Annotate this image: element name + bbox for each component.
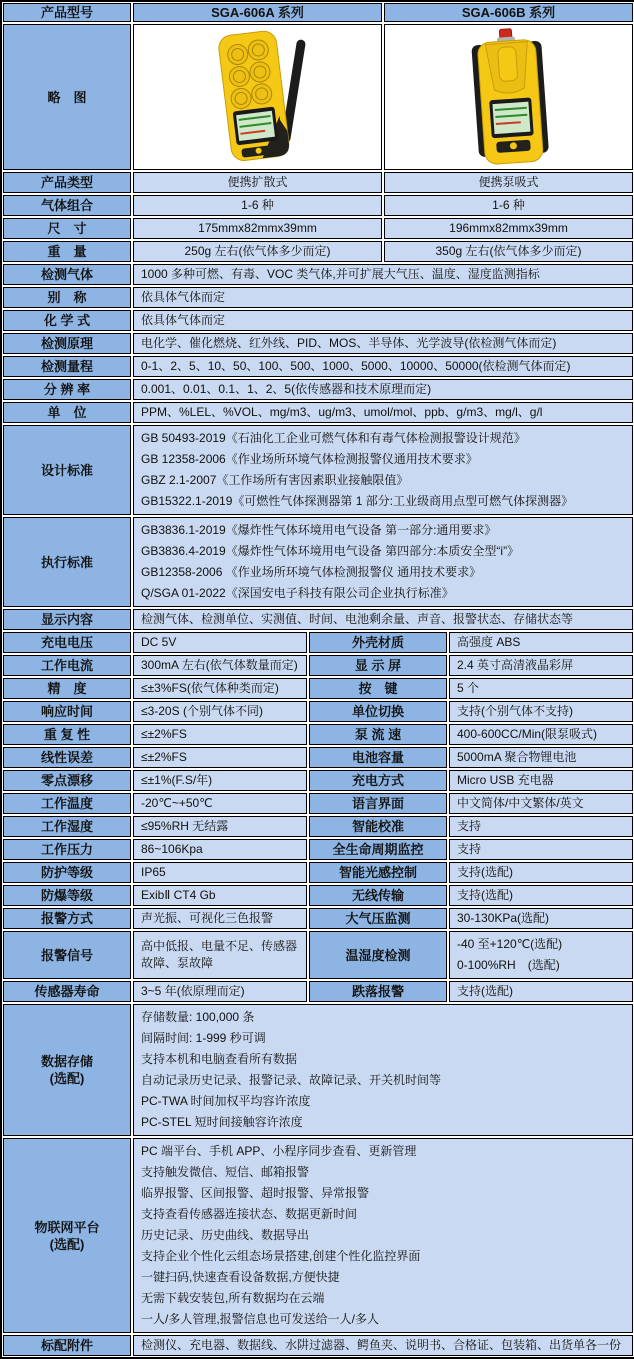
header-product-model: 产品型号 <box>3 3 131 22</box>
spec-label: 充电方式 <box>309 770 447 791</box>
table-row <box>3 264 633 285</box>
feature-line: 一人/多人管理,报警信息也可发送给一人/多人 <box>141 1312 380 1326</box>
spec-value: 支持 <box>449 816 633 837</box>
feature-line: PC 端平台、手机 APP、小程序同步查看、更新管理 <box>141 1144 417 1158</box>
spec-value-multiline <box>133 517 633 607</box>
table-row <box>3 655 633 676</box>
spec-value: IP65 <box>133 862 307 883</box>
spec-value: 检测仪、充电器、数据线、水阱过滤器、鳄鱼夹、说明书、合格证、包装箱、出货单各一份 <box>133 1335 633 1356</box>
spec-label <box>3 1004 131 1136</box>
spec-value-multiline <box>133 425 633 515</box>
spec-label: 执行标准 <box>3 517 131 607</box>
spec-label: 精 度 <box>3 678 131 699</box>
data-storage-row <box>3 1004 633 1136</box>
value-line: 0-100%RH (选配) <box>457 958 560 972</box>
header-series-a: SGA-606A 系列 <box>133 3 382 22</box>
spec-label <box>3 1138 131 1333</box>
spec-value: PPM、%LEL、%VOL、mg/m3、ug/m3、umol/mol、ppb、g/m3、mg/l、g/l <box>133 402 633 423</box>
product-image-sga-606a <box>133 24 382 170</box>
table-row <box>3 839 633 860</box>
spec-label: 外壳材质 <box>309 632 447 653</box>
spec-label: 传感器寿命 <box>3 981 131 1002</box>
spec-value: 5 个 <box>449 678 633 699</box>
feature-line: 临界报警、区间报警、超时报警、异常报警 <box>141 1186 370 1200</box>
feature-line: 支持触发微信、短信、邮箱报警 <box>141 1165 310 1179</box>
standard-line: GB15322.1-2019《可燃性气体探测器第 1 部分:工业级商用点型可燃气体探测器》 <box>141 494 574 508</box>
spec-value-a: 便携扩散式 <box>133 172 382 193</box>
spec-label: 防爆等级 <box>3 885 131 906</box>
spec-value-b: 1-6 种 <box>384 195 633 216</box>
feature-line: PC-TWA 时间加权平均容许浓度 <box>141 1094 311 1108</box>
spec-label: 工作压力 <box>3 839 131 860</box>
spec-value: Micro USB 充电器 <box>449 770 633 791</box>
value-line: -40 至+120℃(选配) <box>457 937 563 951</box>
spec-value-b: 350g 左右(依气体多少而定) <box>384 241 633 262</box>
table-row <box>3 678 633 699</box>
spec-value: -20℃~+50℃ <box>133 793 307 814</box>
design-standards-row <box>3 425 633 515</box>
spec-value: 支持(选配) <box>449 981 633 1002</box>
spec-label: 重 复 性 <box>3 724 131 745</box>
label-line: 物联网平台 <box>34 1219 100 1235</box>
header-series-b: SGA-606B 系列 <box>384 3 633 22</box>
spec-label: 设计标准 <box>3 425 131 515</box>
label-line: 数据存储 <box>40 1054 93 1069</box>
table-row <box>3 793 633 814</box>
spec-label: 线性误差 <box>3 747 131 768</box>
spec-value: 支持(选配) <box>449 885 633 906</box>
sketch-label: 略 图 <box>3 24 131 170</box>
spec-value: 电化学、催化燃烧、红外线、PID、MOS、半导体、光学波导(依检测气体而定) <box>133 333 633 354</box>
spec-value-multiline <box>133 1138 633 1333</box>
table-row <box>3 981 633 1002</box>
spec-value: DC 5V <box>133 632 307 653</box>
spec-label: 全生命周期监控 <box>309 839 447 860</box>
spec-label: 工作温度 <box>3 793 131 814</box>
spec-value: 30-130KPa(选配) <box>449 908 633 929</box>
spec-value: 0.001、0.01、0.1、1、2、5(依传感器和技术原理而定) <box>133 379 633 400</box>
spec-value-a: 250g 左右(依气体多少而定) <box>133 241 382 262</box>
spec-label: 工作湿度 <box>3 816 131 837</box>
spec-label: 智能校准 <box>309 816 447 837</box>
spec-label: 单位切换 <box>309 701 447 722</box>
spec-label: 别 称 <box>3 287 131 308</box>
spec-value: 中文简体/中文繁体/英文 <box>449 793 633 814</box>
spec-value: 高强度 ABS <box>449 632 633 653</box>
standard-line: GB3836.4-2019《爆炸性气体环境用电气设备 第四部分:本质安全型“i”》 <box>141 544 520 558</box>
feature-line: PC-STEL 短时间接触容许浓度 <box>141 1115 303 1129</box>
table-row <box>3 816 633 837</box>
spec-value: 400-600CC/Min(限泵吸式) <box>449 724 633 745</box>
feature-line: 支持本机和电脑查看所有数据 <box>141 1052 298 1066</box>
spec-value: ExibⅡ CT4 Gb <box>133 885 307 906</box>
iot-platform-row <box>3 1138 633 1333</box>
spec-value: 86~106Kpa <box>133 839 307 860</box>
diffusion-detector-illustration <box>193 27 323 167</box>
spec-label: 化 学 式 <box>3 310 131 331</box>
spec-label: 防护等级 <box>3 862 131 883</box>
table-row <box>3 770 633 791</box>
spec-value: 3~5 年(依原理而定) <box>133 981 307 1002</box>
spec-label: 产品类型 <box>3 172 131 193</box>
feature-line: 历史记录、历史曲线、数据导出 <box>141 1228 310 1242</box>
table-row <box>3 287 633 308</box>
spec-value: ≤95%RH 无结露 <box>133 816 307 837</box>
standard-line: GB 50493-2019《石油化工企业可燃气体和有毒气体检测报警设计规范》 <box>141 431 526 445</box>
alarm-signal-row <box>3 931 633 979</box>
spec-value: 支持(选配) <box>449 862 633 883</box>
spec-value-b: 196mmx82mmx39mm <box>384 218 633 239</box>
spec-value: 检测气体、检测单位、实测值、时间、电池剩余量、声音、报警状态、存储状态等 <box>133 609 633 630</box>
table-row <box>3 310 633 331</box>
spec-value: 1000 多种可燃、有毒、VOC 类气体,并可扩展大气压、温度、湿度监测指标 <box>133 264 633 285</box>
spec-label: 单 位 <box>3 402 131 423</box>
spec-label: 显 示 屏 <box>309 655 447 676</box>
product-image-sga-606b <box>384 24 633 170</box>
feature-line: 存储数量: 100,000 条 <box>141 1010 255 1024</box>
spec-value: ≤±3%FS(依气体种类而定) <box>133 678 307 699</box>
feature-line: 支持企业个性化云组态场景搭建,创建个性化监控界面 <box>141 1249 421 1263</box>
spec-value: 2.4 英寸高清液晶彩屏 <box>449 655 633 676</box>
label-line: (选配) <box>49 1071 85 1086</box>
spec-label: 检测气体 <box>3 264 131 285</box>
spec-value: 依具体气体而定 <box>133 287 633 308</box>
feature-line: 自动记录历史记录、报警记录、故障记录、开关机时间等 <box>141 1073 442 1087</box>
spec-value: 0-1、2、5、10、50、100、500、1000、5000、10000、50000(依检测气体而定) <box>133 356 633 377</box>
spec-value: 300mA 左右(依气体数量而定) <box>133 655 307 676</box>
spec-value: 支持(个别气体不支持) <box>449 701 633 722</box>
spec-label: 重 量 <box>3 241 131 262</box>
table-row <box>3 862 633 883</box>
spec-label: 检测原理 <box>3 333 131 354</box>
spec-label: 显示内容 <box>3 609 131 630</box>
standard-line: GB 12358-2006《作业场所环境气体检测报警仪通用技术要求》 <box>141 452 478 466</box>
header-row <box>3 3 633 22</box>
spec-label: 大气压监测 <box>309 908 447 929</box>
spec-label: 工作电流 <box>3 655 131 676</box>
spec-label: 智能光感控制 <box>309 862 447 883</box>
spec-label: 报警方式 <box>3 908 131 929</box>
feature-line: 一键扫码,快速查看设备数据,方便快捷 <box>141 1270 340 1284</box>
table-row <box>3 379 633 400</box>
label-line: (选配) <box>49 1236 85 1252</box>
spec-value: ≤±1%(F.S/年) <box>133 770 307 791</box>
spec-value-a: 1-6 种 <box>133 195 382 216</box>
table-row <box>3 885 633 906</box>
standard-line: GBZ 2.1-2007《工作场所有害因素职业接触限值》 <box>141 473 409 487</box>
spec-label: 泵 流 速 <box>309 724 447 745</box>
spec-value: 5000mA 聚合物锂电池 <box>449 747 633 768</box>
spec-label: 气体组合 <box>3 195 131 216</box>
spec-value-multiline <box>133 1004 633 1136</box>
feature-line: 间隔时间: 1-999 秒可调 <box>141 1031 266 1045</box>
table-row <box>3 333 633 354</box>
spec-value-b: 便携泵吸式 <box>384 172 633 193</box>
spec-label: 尺 寸 <box>3 218 131 239</box>
table-row <box>3 724 633 745</box>
spec-label: 跌落报警 <box>309 981 447 1002</box>
table-row <box>3 609 633 630</box>
spec-label: 充电电压 <box>3 632 131 653</box>
spec-label: 检测量程 <box>3 356 131 377</box>
feature-line: 无需下载安装包,所有数据均在云端 <box>141 1291 325 1305</box>
spec-value: 支持 <box>449 839 633 860</box>
spec-label: 分 辨 率 <box>3 379 131 400</box>
spec-label: 标配附件 <box>3 1335 131 1356</box>
spec-value: 声光振、可视化三色报警 <box>133 908 307 929</box>
spec-value: 依具体气体而定 <box>133 310 633 331</box>
spec-value: ≤3-20S (个别气体不同) <box>133 701 307 722</box>
spec-label: 零点漂移 <box>3 770 131 791</box>
spec-label: 电池容量 <box>309 747 447 768</box>
table-row <box>3 747 633 768</box>
feature-line: 支持查看传感器连接状态、数据更新时间 <box>141 1207 358 1221</box>
execution-standards-row <box>3 517 633 607</box>
table-row <box>3 701 633 722</box>
standard-line: Q/SGA 01-2022《深国安电子科技有限公司企业执行标准》 <box>141 586 454 600</box>
spec-label: 温湿度检测 <box>309 931 447 979</box>
table-row <box>3 402 633 423</box>
sketch-row <box>3 24 633 170</box>
spec-value: ≤±2%FS <box>133 747 307 768</box>
spec-value-multiline <box>449 931 633 979</box>
pump-detector-illustration <box>449 27 569 167</box>
spec-label: 报警信号 <box>3 931 131 979</box>
standard-line: GB3836.1-2019《爆炸性气体环境用电气设备 第一部分:通用要求》 <box>141 523 497 537</box>
table-row <box>3 218 633 239</box>
spec-label: 按 键 <box>309 678 447 699</box>
spec-label: 响应时间 <box>3 701 131 722</box>
table-row <box>3 241 633 262</box>
table-row <box>3 632 633 653</box>
table-row <box>3 908 633 929</box>
standard-line: GB12358-2006 《作业场所环境气体检测报警仪 通用技术要求》 <box>141 565 482 579</box>
spec-value-a: 175mmx82mmx39mm <box>133 218 382 239</box>
spec-value: 高中低报、电量不足、传感器故障、泵故障 <box>133 931 307 979</box>
table-row <box>3 172 633 193</box>
table-row <box>3 356 633 377</box>
accessories-row <box>3 1335 633 1356</box>
spec-value: ≤±2%FS <box>133 724 307 745</box>
table-row <box>3 195 633 216</box>
spec-label: 无线传输 <box>309 885 447 906</box>
spec-label: 语言界面 <box>309 793 447 814</box>
